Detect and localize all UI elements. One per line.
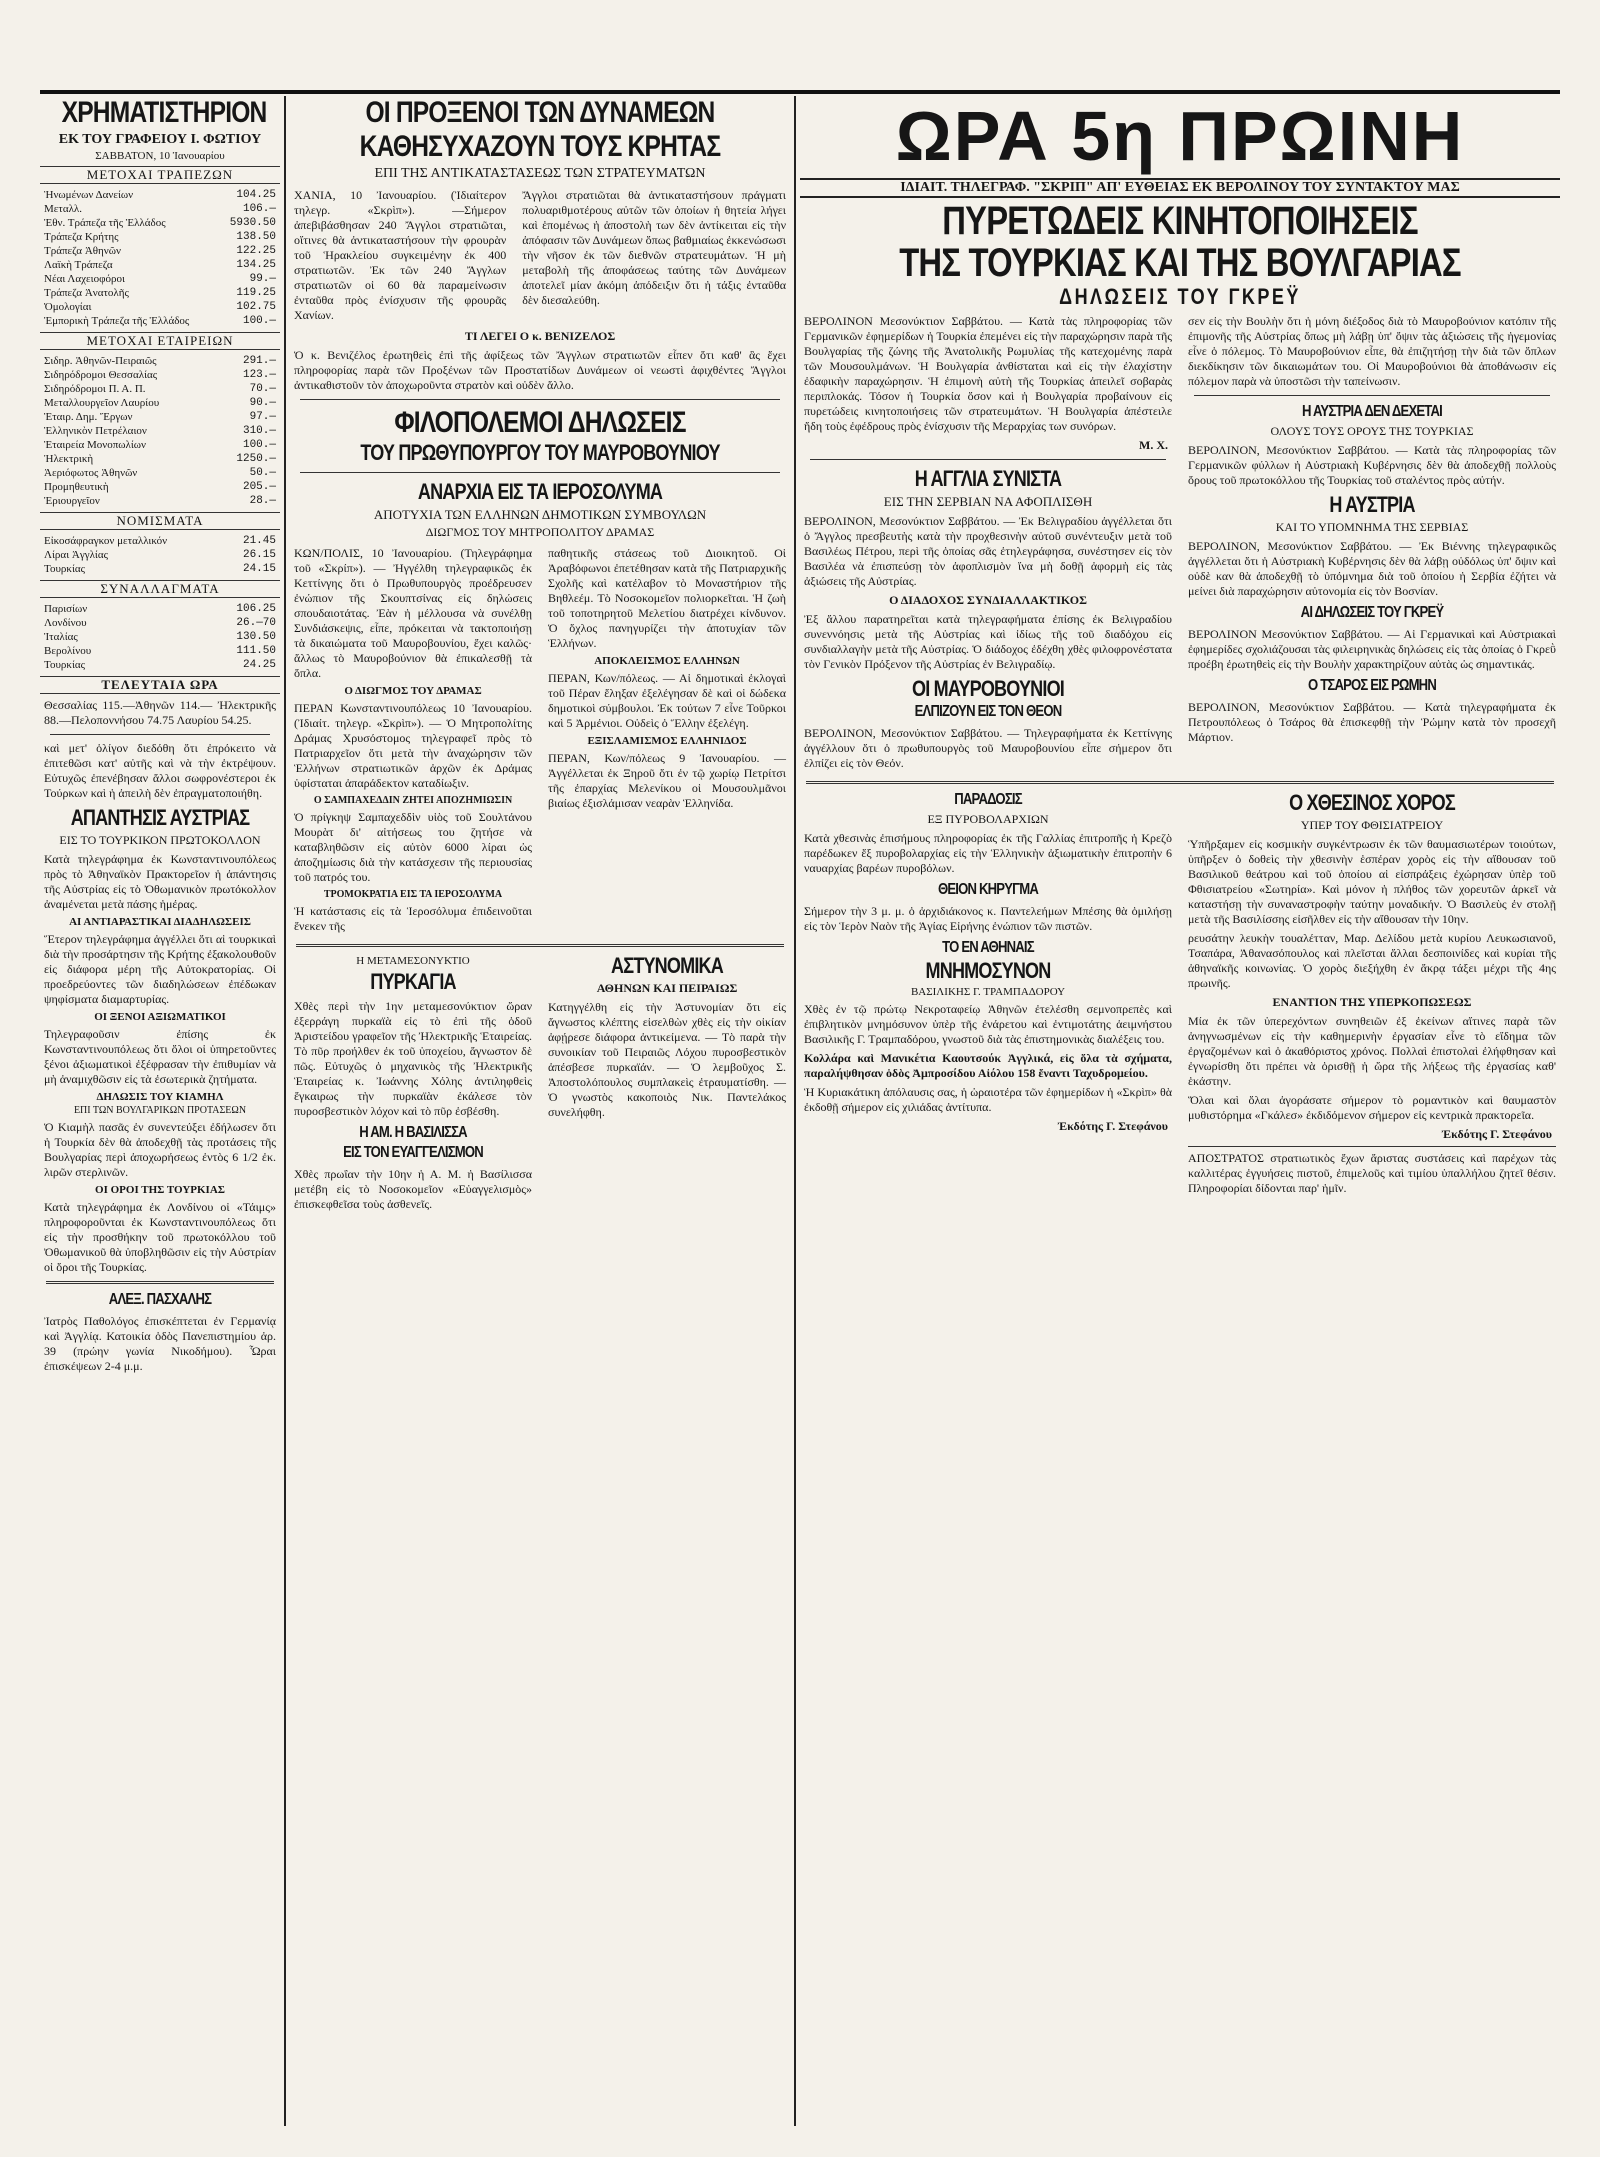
headline-line2: ΤΟΥ ΠΡΩΘΥΠΟΥΡΓΟΥ ΤΟΥ ΜΑΥΡΟΒΟΥΝΙΟΥ (360, 440, 720, 465)
article-body: ΒΕΡΟΛΙΝΟΝ, Μεσονύκτιον Σαββάτου. — Κατὰ τὰς πληροφορίας τῶν Γερμανικῶν φύλλων ἡ Αὐστριακὴ Κυβέρνησις δὲν θὰ ἀποδεχθῇ πολλοὺς ὅρους τοῦ πρωτοκόλλου τῆς Τουρκίας τοῦ σταλέντος πρὸς αὐτήν. (1188, 443, 1556, 487)
last-hour-text: Θεσσαλίας 115.—Ἀθηνῶν 114.— Ἠλεκτρικῆς 88.—Πελοποννήσου 74.75 Λαυρίου 54.25. (44, 698, 276, 727)
article-title: ΟΙ ΞΕΝΟΙ ΑΞΙΩΜΑΤΙΚΟΙ (94, 1011, 226, 1023)
price-value: 24.15 (242, 563, 276, 575)
price-name: Τράπεζα Κρήτης (44, 231, 119, 243)
price-value: 100.— (242, 315, 276, 327)
article-body: ΠΕΡΑΝ, Κων/πόλεως 9 Ἰανουαρίου. — Ἀγγέλλεται ἐκ Ξηροῦ ὅτι ἐν τῷ χωρίῳ Πετρίτσι τῆς ἐπαρχίας Μελενίκου οἱ Μουσουλμᾶνοι βιαίως ἐξισλάμισαν νεαρὰν Ἑλληνίδα. (548, 751, 786, 810)
price-name: Ἡνωμένων Δανείων (44, 189, 134, 201)
price-row (40, 494, 280, 508)
article-body: Χθὲς πρωΐαν τὴν 10ην ἡ Α. Μ. ἡ Βασίλισσα μετέβη εἰς τὸ Νοσοκομεῖον «Εὐαγγελισμὸς» ἐπισκεφθεῖσα τοὺς ἀσθενεῖς. (294, 1167, 532, 1211)
price-value: 291.— (242, 355, 276, 367)
price-row (40, 216, 280, 230)
price-value: 26.15 (242, 549, 276, 561)
article-two-column (800, 310, 1560, 775)
article-title: ΕΞΙΣΛΑΜΙΣΜΟΣ ΕΛΛΗΝΙΔΟΣ (587, 735, 747, 747)
price-value: 99.— (249, 273, 276, 285)
ad-body: Ὅλαι καὶ ὅλαι ἀγοράσατε σήμερον τὸ ρομαντικὸν καὶ θαυμαστὸν μυθιστόρημα «Γκάλεσ» ἐκδιδόμενον σήμερον εἰς κεντρικὰ πρακτορεῖα. (1188, 1093, 1556, 1122)
price-name: Λίραι Ἀγγλίας (44, 549, 108, 561)
newspaper-page (40, 96, 1560, 2136)
price-name: Σιδηρόδρομοι Θεσσαλίας (44, 369, 158, 381)
price-row (40, 286, 280, 300)
article-body: ΚΩΝ/ΠΟΛΙΣ, 10 Ἰανουαρίου. (Τηλεγράφημα τοῦ «Σκρίπ»). — Ἠγγέλθη τηλεγραφικῶς ἐκ Κεττίνγης ὅτι ὁ Πρωθυπουργὸς προέδρευσεν ἐνώπιον τῆς Σκουπτσίνας εἰς δηλώσεις σπουδαιοτάτας. Ἐὰν ἡ μέλλουσα νὰ συνέλθῃ Συνδιάσκεψις, εἶπε, πρόκειται νὰ τακτοποιήσῃ τὰ δικαιώματα τοῦ Μαυροβουνίου, ἔχει καλῶς· ἄλλως τὸ Μαυροβούνιον θὰ ἐπικαλεσθῇ τὰ ὅπλα. (294, 546, 532, 680)
article-body: Ὁ Κιαμὴλ πασᾶς ἐν συνεντεύξει ἐδήλωσεν ὅτι ἡ Τουρκία δὲν θὰ ἀποδεχθῇ τὰς προτάσεις τῆς Βουλγαρίας περὶ ἀποχωρήσεως ἐντὸς 6 1/2 ἐκ. λιρῶν στερλινῶν. (44, 1120, 276, 1179)
headline-subtitle: ΑΠΟΤΥΧΙΑ ΤΩΝ ΕΛΛΗΝΩΝ ΔΗΜΟΤΙΚΩΝ ΣΥΜΒΟΥΛΩΝ (373, 507, 707, 522)
article-body: Ἕτερον τηλεγράφημα ἀγγέλλει ὅτι αἱ τουρκικαὶ διὰ τὴν προσάρτησιν τῆς Κρήτης ἐξακολουθοῦν εἰς διάφορα μέρη τῆς Αὐτοκρατορίας. Οἱ προεδρεύοντες τῶν διαδηλώσεων ἐπέδωκαν ψηφίσματα διαμαρτυρίας. (44, 932, 276, 1006)
article-two-column (290, 542, 790, 938)
article-body: ΒΕΡΟΛΙΝΟΝ Μεσονύκτιον Σαββάτου. — Κατὰ τὰς πληροφορίας τῶν Γερμανικῶν ἐφημερίδων ἡ Τουρκία ἐπεμένει εἰς τὴν παραχώρησιν παρὰ τῆς Βουλγαρίας τῆς ζώνης τῆς Ἀνατολικῆς Ρωμυλίας τῆς κατεχομένης παρὰ τῶν Μουσουλμάνων. Ἡ Βουλγαρία ἀνθίσταται καὶ εἰς τὴν ἐλαχίστην ἐδαφικὴν παραχώρησιν. Ἡ ἐπιμονὴ αὐτὴ τῆς Τουρκίας ἀπειλεῖ σοβαρὰς περιπλοκάς. Τόσον ἡ Τουρκία ὅσον καὶ ἡ Βουλγαρία προβαίνουν εἰς πυρετώδεις κινητοποιήσεις τῶν στρατευμάτων. Ἡ Βουλγαρία ἀπέστειλε ἤδη τοὺς ἐφέδρους πρὸς ἐνίσχυσιν τῆς Μεραρχίας των συνόρων. (804, 314, 1172, 433)
price-name: Τουρκίας (44, 563, 86, 575)
divider (300, 472, 780, 473)
price-row (40, 480, 280, 494)
article-body: Ἄγγλοι στρατιῶται θὰ ἀντικαταστήσουν πράγματι πολυαριθμοτέρους αὐτῶν τῶν ὁποίων ἡ θητεία λήγει καὶ ἑπομένως ἡ ἀποστολὴ των δὲν ἀντίκειται εἰς τὴν ἀπόφασιν τῶν Δυνάμεων ὅπως βαθμιαίως ἐκκενώσωσι τὴν νῆσον ἐκ τῶν διεθνῶν στρατευμάτων. Ἡ μὴ μεταβολὴ τῆς ἀποφάσεως ταύτης τῶν Δυνάμεων ἀποτελεῖ μίαν ἀκόμη ἀπόδειξιν ὅτι ἡ τάξις ἐνταῦθα δὲν διεσαλεύθη. (522, 188, 786, 307)
lead-headline: ΠΥΡΕΤΩΔΕΙΣ ΚΙΝΗΤΟΠΟΙΗΣΕΙΣ (942, 199, 1418, 243)
price-value: 21.45 (242, 535, 276, 547)
headline: ΑΝΑΡΧΙΑ ΕΙΣ ΤΑ ΙΕΡΟΣΟΛΥΜΑ (417, 479, 663, 504)
article-title: Ο ΔΙΩΓΜΟΣ ΤΟΥ ΔΡΑΜΑΣ (344, 685, 482, 697)
article-title: ΔΗΛΩΣΙΣ ΤΟΥ ΚΙΑΜΗΛ (96, 1091, 224, 1103)
price-row (40, 258, 280, 272)
article-title: ΤΙ ΛΕΓΕΙ Ο κ. ΒΕΝΙΖΕΛΟΣ (464, 329, 616, 343)
price-name: Προμηθευτικὴ (44, 481, 109, 493)
price-value: 130.50 (236, 631, 276, 643)
price-value: 310.— (242, 425, 276, 437)
divider (1194, 395, 1550, 396)
column-rule (794, 96, 796, 2126)
price-value: 26.—70 (236, 617, 276, 629)
price-value: 24.25 (242, 659, 276, 671)
market-date: ΣΑΒΒΑΤΟΝ, 10 Ἰανουαρίου (95, 150, 225, 162)
price-value: 100.— (242, 439, 276, 451)
price-value: 106.— (242, 203, 276, 215)
coins-list (40, 534, 280, 576)
divider (296, 944, 784, 947)
price-row (40, 602, 280, 616)
article-two-column (290, 953, 790, 1216)
article-body: Ἡ κατάστασις εἰς τὰ Ἱεροσόλυμα ἐπιδεινοῦται ἕνεκεν τῆς (294, 904, 532, 933)
price-row (40, 616, 280, 630)
price-value: 111.50 (236, 645, 276, 657)
article-body: Ἐξ ἄλλου παρατηρεῖται κατὰ τηλεγραφήματα ἐπίσης ἐκ Βελιγραδίου συνεννόησις μετὰ τῆς Αὐστρίας καὶ ἰδίως τῆς τοῦ διαδόχου εἰς συνδιαλλαγὴν μετὰ τῆς Αὐστρίας. Ὁ διάδοχος ἐδέχθη χθὲς φιλοφρονέστατα τὸν Γενικὸν Πρόξενον τῆς Αὐστρίας ἐν Βελιγραδίῳ. (804, 612, 1172, 671)
price-name: Ἐθν. Τράπεζα τῆς Ἑλλάδος (44, 217, 166, 229)
price-value: 119.25 (236, 287, 276, 299)
article-body: ΒΕΡΟΛΙΝΟΝ, Μεσονύκτιον Σαββάτου. — Ἐκ Βελιγραδίου ἀγγέλλεται ὅτι ὁ Ἄγγλος πρεσβευτὴς κατὰ τὴν προχθεσινὴν αὐτοῦ συνέντευξιν μετὰ τοῦ Βασιλέως Πέτρου, περὶ τῆς ὁποίας σᾶς ἐτηλεγράφησα, συνέστησεν εἰς τὸν Βασιλέα νὰ ἐπισπεύσῃ τὸν ἀφοπλισμὸν ἵνα μὴ δοθῇ ἀφορμὴ εἰς τὰς ἀξιώσεις τῆς Αὐστρίας. (804, 514, 1172, 588)
article-body: ΒΕΡΟΛΙΝΟΝ, Μεσονύκτιον Σαββάτου. — Ἐκ Βιέννης τηλεγραφικῶς ἀγγέλλεται ὅτι ἡ Αὐστριακὴ Κυβέρνησις δὲν θὰ λάβῃ οὐδόλως ὑπ' ὄψιν καὶ οὐδὲ καν θὰ ἀποδεχθῇ τὸ ὑπόμνημα διὰ τοῦ ὁποίου ἡ Σερβία ἐζήτει νὰ μείνει διὰ παραχώρησιν αὐτονομία εἰς τὸν Βοσνίαν. (1188, 539, 1556, 598)
price-row (40, 424, 280, 438)
article-title: ΠΥΡΚΑΓΙΑ (370, 969, 456, 994)
article-title: Ο ΔΙΑΔΟΧΟΣ ΣΥΝΔΙΑΛΛΑΚΤΙΚΟΣ (889, 593, 1087, 607)
price-value: 90.— (249, 397, 276, 409)
companies-heading: ΜΕΤΟΧΑΙ ΕΤΑΙΡΕΙΩΝ (40, 332, 280, 350)
lead-subtitle: ΔΗΛΩΣΕΙΣ ΤΟΥ ΓΚΡΕΫ (1059, 284, 1301, 309)
price-row (40, 354, 280, 368)
article-body: Κατὰ τηλεγράφημα ἐκ Λονδίνου οἱ «Τάιμς» πληροφοροῦνται ἐκ Κωνσταντινουπόλεως ὅτι εἰς τὴν προσθήκην τοῦ πρωτοκόλλου τοῦ Ὀθωμανικοῦ θὰ ὑποβληθῶσιν εἰς τὴν Αὐστρίαν οἱ ὅροι τῆς Τουρκίας. (44, 1200, 276, 1274)
article-title: ΟΙ ΜΑΥΡΟΒΟΥΝΙΟΙ (912, 676, 1064, 701)
coins-heading: ΝΟΜΙΣΜΑΤΑ (40, 512, 280, 530)
article-signature: Μ. Χ. (1139, 438, 1168, 452)
price-value: 104.25 (236, 189, 276, 201)
divider (50, 734, 270, 735)
price-row (40, 244, 280, 258)
price-name: Νέαι Λαχειοφόροι (44, 273, 125, 285)
banner-title: ΩΡΑ 5η ΠΡΩΙΝΗ (895, 97, 1465, 175)
divider (300, 399, 780, 400)
article-body: Μία ἐκ τῶν ὑπερεχόντων συνηθειῶν ἐξ ἐκείνων αἵτινες παρὰ τῶν ἀνηγνωσμένων εἰς τὴν καθημερινὴν ἐργασίαν εἶνε τὸ εἴδημα τῶν ἐργαζομένων καὶ ὁ ἀκαθόριστος χρόνος. Πολλαὶ ἐπιστολαὶ ἐλήφθησαν καὶ ἐγνωρίσθη ὅτι πρέπει νὰ ὁρισθῇ ἡ ὥρα τῆς λήξεως τῆς ἐργασίας καθ' ἑκάστην. (1188, 1014, 1556, 1088)
price-name: Ἀεριόφωτος Ἀθηνῶν (44, 467, 138, 479)
ad-body: Ἰατρὸς Παθολόγος ἐπισκέπτεται ἐν Γερμανίᾳ καὶ Ἀγγλίᾳ. Κατοικία ὁδὸς Πανεπιστημίου ἀρ. 39 (πρώην γωνία Νικοδήμου). Ὧραι ἐπισκέψεων 2-4 μ.μ. (44, 1314, 276, 1373)
price-name: Ἐμπορικὴ Τράπεζα τῆς Ἑλλάδος (44, 315, 190, 327)
article-subtitle: ΚΑΙ ΤΟ ΥΠΟΜΝΗΜΑ ΤΗΣ ΣΕΡΒΙΑΣ (1275, 520, 1469, 534)
divider (806, 781, 1554, 784)
article-subtitle: ΕΞ ΠΥΡΟΒΟΛΑΡΧΙΩΝ (927, 812, 1049, 826)
price-name: Μεταλλ. (44, 203, 83, 215)
market-office: ΕΚ ΤΟΥ ΓΡΑΦΕΙΟΥ Ι. ΦΩΤΙΟΥ (58, 132, 262, 147)
price-value: 102.75 (236, 301, 276, 313)
article-body: ΠΕΡΑΝ, Κων/πόλεως. — Αἱ δημοτικαὶ ἐκλογαὶ τοῦ Πέραν ἔληξαν ἐξελέγησαν δὲ καὶ οἱ δώδεκα δημοτικοὶ σύμβουλοι. Ἐκ τούτων 7 εἶνε Τοῦρκοι καὶ 5 Ἀρμένιοι. Οὐδεὶς ὁ Ἕλλην ἐξελέγη. (548, 671, 786, 730)
article-title: Ο ΧΘΕΣΙΝΟΣ ΧΟΡΟΣ (1289, 790, 1455, 815)
article-two-column (290, 184, 790, 327)
article-body: Κατηγγέλθη εἰς τὴν Ἀστυνομίαν ὅτι εἰς ἄγνωστος κλέπτης εἰσελθὼν χθὲς εἰς τὴν οἰκίαν ἀφῄρεσε διάφορα ἀντικείμενα. — Τὸ παρὰ τὴν συνοικίαν τοῦ Πειραιῶς Λόχου πυροσβεστικὸν ἀπέσβεσε πυρκαϊάν. — Ὁ λεμβοῦχος Σ. Ἀποστολόπουλος συμπλακεὶς ἐτραυματίσθη. — Ὁ γνωστὸς κακοποιὸς Νικ. Παντελάκος συνελήφθη. (548, 1000, 786, 1119)
article-title: ΠΑΡΑΔΟΣΙΣ (954, 791, 1022, 808)
article-subtitle: ΑΘΗΝΩΝ ΚΑΙ ΠΕΙΡΑΙΩΣ (596, 981, 738, 995)
price-row (40, 644, 280, 658)
banner-subtitle: ΙΔΙΑΙΤ. ΤΗΛΕΓΡΑΦ. "ΣΚΡΙΠ" ΑΠ' ΕΥΘΕΙΑΣ ΕΚ ΒΕΡΟΛΙΝΟΥ ΤΟΥ ΣΥΝΤΑΚΤΟΥ ΜΑΣ (800, 178, 1560, 198)
divider (810, 459, 1166, 460)
price-row (40, 410, 280, 424)
headline: ΦΙΛΟΠΟΛΕΜΟΙ ΔΗΛΩΣΕΙΣ (394, 406, 686, 439)
article-title: ΑΙ ΑΝΤΙΑΡΑΣΤΙΚΑΙ ΔΙΑΔΗΛΩΣΕΙΣ (69, 916, 251, 928)
column-right (800, 96, 1560, 1200)
price-row (40, 452, 280, 466)
article-title: Ο ΣΑΜΠΑΧΕΔΔΙΝ ΖΗΤΕΙ ΑΠΟΖΗΜΙΩΣΙΝ (313, 795, 513, 806)
price-name: Λονδίνου (44, 617, 87, 629)
ad-signature: Ἐκδότης Γ. Στεφάνου (1057, 1119, 1168, 1133)
exchange-list (40, 602, 280, 672)
price-name: Ἑταιρεία Μονοπωλίων (44, 439, 147, 451)
article-body: Κατὰ τηλεγράφημα ἐκ Κωνσταντινουπόλεως πρὸς τὸ Ἀθηναϊκὸν Πρακτορεῖον ἡ ἀπάντησις τῆς Αὐστρίας εἰς τὸ Ὀθωμανικὸν πρωτόκολλον ἀναμένεται μετὰ πάσης ἡμέρας. (44, 852, 276, 911)
headline-line2: ΚΑΘΗΣΥΧΑΖΟΥΝ ΤΟΥΣ ΚΡΗΤΑΣ (359, 130, 721, 163)
ad-title: ΑΛΕΞ. ΠΑΣΧΑΛΗΣ (108, 1291, 212, 1308)
price-name: Τράπεζα Ἀθηνῶν (44, 245, 121, 257)
article-body: Ὁ κ. Βενιζέλος ἐρωτηθεὶς ἐπὶ τῆς ἀφίξεως τῶν Ἄγγλων στρατιωτῶν εἶπεν ὅτι καθ' ἃς ἔχει πληροφορίας παρὰ τῶν Προξένων τῶν Προστατίδων Δυνάμεων οἱ νεωστὶ ἀφιχθέντες Ἄγγλοι ἀντικαθιστοῦν τὸν ἀποχωροῦντα στρατὸν καὶ οὐδὲν ἄλλο. (294, 348, 786, 392)
price-value: 134.25 (236, 259, 276, 271)
divider (46, 1281, 274, 1284)
price-row (40, 368, 280, 382)
last-hour-heading: ΤΕΛΕΥΤΑΙΑ ΩΡΑ (40, 676, 280, 694)
article-title: Η ΑΓΓΛΙΑ ΣΥΝΙΣΤΑ (914, 466, 1062, 491)
article-title: Ο ΤΣΑΡΟΣ ΕΙΣ ΡΩΜΗΝ (1308, 677, 1436, 694)
intro-text: καὶ μετ' ὀλίγον διεδόθη ὅτι ἐπρόκειτο νὰ ἐπιτεθῶσι κατ' αὐτῆς καὶ νὰ τὴν ἐκτρέψουν. Εὐτυχῶς ἐπενέβησαν ἄλλοι σωφρονέστεροι ἐκ Τούρκων καὶ ἡ ἀπειλὴ δὲν ἐπραγματοποιήθη. (44, 741, 276, 800)
price-row (40, 396, 280, 410)
column-middle (290, 96, 790, 1216)
column-left (40, 96, 280, 1378)
ad-body: Ἡ Κυριακάτικη ἀπόλαυσις σας, ἡ ὡραιοτέρα τῶν ἐφημερίδων ἡ «Σκρὶπ» θὰ ἐκδοθῇ σήμερον εἰς χιλιάδας ἀντίτυπα. (804, 1085, 1172, 1114)
exchange-heading: ΣΥΝΑΛΛΑΓΜΑΤΑ (40, 580, 280, 598)
article-body: Ὑπῆρξαμεν εἰς κοσμικὴν συγκέντρωσιν ἐκ τῶν θαυμασιωτέρων τοιούτων, ὑπῆρξεν ὁ δοθεὶς τὴν χθεσινὴν ἑσπέραν χορὸς εἰς τὴν αἴθουσαν τοῦ Βασιλικοῦ θεάτρου καὶ τοῦ ὁποίου αἱ εἰσπράξεις ἐχώρησαν ὑπὲρ τοῦ Φθισιατρείου «Σωτηρία». Καὶ μόνον ἡ πλήθος τῶν χορευτῶν ἀρκεῖ νὰ καταστήσῃ τὴν συναναστροφὴν ταύτην μοναδικήν. Ὁ Βασιλεὺς ἐν στολῇ μετὰ τῆς Βασιλίσσης εἰσῆλθεν εἰς τὴν αἴθουσαν τὴν 10ην. (1188, 837, 1556, 926)
article-body: Σήμερον τὴν 3 μ. μ. ὁ ἀρχιδιάκονος κ. Παντελεήμων Μπέσης θὰ ὁμιλήσῃ εἰς τὸν Ἱερὸν Ναὸν τῆς Ἁγίας Εἰρήνης ἐνώπιον τῶν πιστῶν. (804, 904, 1172, 933)
price-row (40, 438, 280, 452)
headline-subtitle: ΕΠΙ ΤΗΣ ΑΝΤΙΚΑΤΑΣΤΑΣΕΩΣ ΤΩΝ ΣΤΡΑΤΕΥΜΑΤΩΝ (374, 166, 706, 181)
price-name: Ἠλεκτρικὴ (44, 453, 94, 465)
article-title: ΑΣΤΥΝΟΜΙΚΑ (611, 953, 723, 978)
article-title: ΑΙ ΔΗΛΩΣΕΙΣ ΤΟΥ ΓΚΡΕΫ (1300, 604, 1444, 621)
price-name: Τουρκίας (44, 659, 86, 671)
price-name: Σιδηρ. Ἀθηνῶν-Πειραιῶς (44, 355, 157, 367)
article-body: Κατὰ χθεσινὰς ἐπισήμους πληροφορίας ἐκ τῆς Γαλλίας ἐπιτροπῆς ἡ Κρεζὸ παρέδωκεν ἕξ πυροβολαρχίας εἰς τὴν Ἑλληνικὴν ἀξιωματικὴν ἐπιτροπὴν 6 ναυαρχίας βαρέων πυροβόλων. (804, 831, 1172, 875)
article-subtitle: ΥΠΕΡ ΤΟΥ ΦΘΙΣΙΑΤΡΕΙΟΥ (1300, 818, 1444, 832)
price-value: 123.— (242, 369, 276, 381)
price-row (40, 548, 280, 562)
price-row (40, 658, 280, 672)
article-title: Η ΑΥΣΤΡΙΑ ΔΕΝ ΔΕΧΕΤΑΙ (1301, 403, 1443, 420)
ad-body: Κολλάρα καὶ Μανικέτια Καουτσούκ Ἀγγλικά, εἰς ὅλα τὰ σχήματα, παραλήψθησαν ὁδὸς Ἀμπροσίδου Αἰόλου 158 ἔναντι Ταχυδρομείου. (804, 1051, 1172, 1080)
price-name: Λαϊκὴ Τράπεζα (44, 259, 113, 271)
price-name: Μεταλλουργεῖον Λαυρίου (44, 397, 160, 409)
article-subtitle: ΕΙΣ ΤΗΝ ΣΕΡΒΙΑΝ ΝΑ ΑΦΟΠΛΙΣΘΗ (883, 494, 1093, 509)
price-name: Σιδηρόδρομοι Π. Α. Π. (44, 383, 146, 395)
market-title: ΧΡΗΜΑΤΙΣΤΗΡΙΟΝ (61, 96, 267, 129)
article-body: Χθὲς ἐν τῷ πρώτῳ Νεκροταφείῳ Ἀθηνῶν ἐτελέσθη σεμνοπρεπὲς καὶ ἐπιβλητικὸν μνημόσυνον ὑπὲρ τῆς ἐνάρετου καὶ ἐντιμοτάτης ἀειμνήστου Βασιλικῆς Γ. Τραμπαδόρου, γνωστοῦ διὰ τὰς ἐπιστημονικὰς διαλέξεις του. (804, 1002, 1172, 1046)
article-title: ΘΕΙΟΝ ΚΗΡΥΓΜΑ (937, 881, 1039, 898)
ad-signature: Ἐκδότης Γ. Στεφάνου (1441, 1127, 1552, 1141)
article-subtitle: ΕΙΣ ΤΟΝ ΕΥΑΓΓΕΛΙΣΜΟΝ (343, 1144, 483, 1161)
price-row (40, 630, 280, 644)
article-body: Ὁ πρίγκηψ Σαμπαχεδδὶν υἱὸς τοῦ Σουλτάνου Μουρὰτ δι' αἰτήσεως του ζητήσε νὰ καταβληθῶσιν εἰς αὐτὸν 6000 λίραι ὡς ἀποζημίωσις διὰ τὴν κατάσχεσιν τῆς περιουσίας τοῦ πατρός του. (294, 810, 532, 884)
article-body: ΧΑΝΙΑ, 10 Ἰανουαρίου. (Ἰδιαίτερον τηλεγρ. «Σκρὶπ»). —Σήμερον ἀπεβιβάσθησαν 240 Ἄγγλοι στρατιῶται, οἵτινες θὰ ἀντικαταστήσουν τὴν φρουρὰν τοῦ Ἡρακλείου συγκειμένην ἐκ 400 στρατιωτῶν. Ἐκ τῶν 240 Ἄγγλων στρατιωτῶν οἱ 60 θὰ παραμείνωσιν ἐνταῦθα πρὸς ἐνίσχυσιν τῆς φρουρᾶς Χανίων. (294, 188, 507, 322)
article-body: Τηλεγραφοῦσιν ἐπίσης ἐκ Κωνσταντινουπόλεως ὅτι ὅλοι οἱ ὑπηρετοῦντες ξένοι ἀξιωματικοὶ ἐξέφρασαν τὴν ἐπιθυμίαν νὰ μὴ ἀναμιχθῶσιν εἰς τὰ ἐσωτερικὰ ζητήματα. (44, 1027, 276, 1086)
price-value: 50.— (249, 467, 276, 479)
article-subtitle: ΕΙΣ ΤΟ ΤΟΥΡΚΙΚΟΝ ΠΡΩΤΟΚΟΛΛΟΝ (59, 833, 261, 847)
article-kicker: Η ΜΕΤΑΜΕΣΟΝΥΚΤΙΟ (356, 955, 470, 967)
article-subtitle: ΕΠΙ ΤΩΝ ΒΟΥΛΓΑΡΙΚΩΝ ΠΡΟΤΑΣΕΩΝ (73, 1105, 247, 1116)
price-value: 122.25 (236, 245, 276, 257)
column-rule (284, 96, 286, 2126)
ad-body: ΑΠΟΣΤΡΑΤΟΣ στρατιωτικὸς ἔχων ἄριστας συστάσεις καὶ παρέχων τὰς καλλιτέρας ἐγγυήσεις πιστοῦ, ἐπιμελοῦς καὶ τιμίου ὑπαλλήλου ζητεῖ θέσιν. Πληροφορίαι δίδονται παρ' ἡμῖν. (1188, 1146, 1556, 1196)
price-row (40, 202, 280, 216)
price-name: Βερολίνου (44, 645, 92, 657)
price-name: Ἐριουργεῖον (44, 495, 100, 507)
price-value: 106.25 (236, 603, 276, 615)
article-subtitle: ΒΑΣΙΛΙΚΗΣ Γ. ΤΡΑΜΠΑΔΟΡΟΥ (910, 986, 1066, 998)
price-value: 205.— (242, 481, 276, 493)
price-row (40, 382, 280, 396)
price-value: 5930.50 (229, 217, 276, 229)
shares-list (40, 188, 280, 328)
article-title: ΑΠΟΚΛΕΙΣΜΟΣ ΕΛΛΗΝΩΝ (594, 655, 740, 667)
article-subtitle: ΟΛΟΥΣ ΤΟΥΣ ΟΡΟΥΣ ΤΗΣ ΤΟΥΡΚΙΑΣ (1270, 424, 1474, 438)
price-row (40, 272, 280, 286)
article-title-line2: ΜΝΗΜΟΣΥΝΟΝ (925, 958, 1051, 983)
top-rule (40, 90, 1560, 94)
price-value: 70.— (249, 383, 276, 395)
headline: ΟΙ ΠΡΟΞΕΝΟΙ ΤΩΝ ΔΥΝΑΜΕΩΝ (365, 96, 715, 129)
price-value: 1250.— (236, 453, 276, 465)
article-two-column (800, 790, 1560, 1200)
article-title: ΟΙ ΟΡΟΙ ΤΗΣ ΤΟΥΡΚΙΑΣ (95, 1184, 225, 1196)
price-row (40, 188, 280, 202)
price-name: Ἰταλίας (44, 631, 78, 643)
price-row (40, 230, 280, 244)
article-body: Χθὲς περὶ τὴν 1ην μεταμεσονύκτιον ὥραν ἐξερράγη πυρκαϊὰ εἰς τὸ ἐπὶ τῆς ὁδοῦ Ἀριστείδου γραφεῖον τῆς Ἠλεκτρικῆς Ἑταιρείας. Τὸ πῦρ προήλθεν ἐκ τοῦ ὑποχείου, ἄγνωστον δὲ πῶς. Εὐτυχῶς ὁ μηχανικὸς τῆς Ἠλεκτρικῆς Ἑταιρείας κ. Ἰωάννης Χόλης ἀντιληφθεὶς ἔγκαιρως τὴν πυρκαϊὰν ἐκάλεσε τὸν πυροσβεστικὸν λόχον καὶ τὸ πῦρ ἐσβέσθη. (294, 999, 532, 1118)
article-body: ΒΕΡΟΛΙΝΟΝ, Μεσονύκτιον Σαββάτου. — Τηλεγραφήματα ἐκ Κεττίνγης ἀγγέλλουν ὅτι ὁ πρωθυπουργὸς τοῦ Μαυροβουνίου εἶπε σήμερον ὅτι ἐλπίζει εἰς τὸν Θεόν. (804, 726, 1172, 770)
article-title: ΤΟ ΕΝ ΑΘΗΝΑΙΣ (942, 939, 1034, 956)
price-name: Παρισίων (44, 603, 88, 615)
article-title-line2: ΕΛΠΙΖΟΥΝ ΕΙΣ ΤΟΝ ΘΕΟΝ (914, 703, 1062, 720)
price-row (40, 300, 280, 314)
lead-headline-line2: ΤΗΣ ΤΟΥΡΚΙΑΣ ΚΑΙ ΤΗΣ ΒΟΥΛΓΑΡΙΑΣ (899, 241, 1461, 285)
price-row (40, 534, 280, 548)
price-value: 138.50 (236, 231, 276, 243)
price-value: 97.— (249, 411, 276, 423)
article-body: παθητικῆς στάσεως τοῦ Διοικητοῦ. Οἱ Ἀραβόφωνοι ἐπετέθησαν κατὰ τῆς Πατριαρχικῆς Σχολῆς καὶ κατέλαβον τὸ Μοναστήριον τῆς Βηθλεέμ. Τὸ Νοσοκομεῖον πολιορκεῖται. Ἡ ζωὴ τοῦ τοποτηρητοῦ Μελετίου διατρέχει κίνδυνον. Ὁ ὄχλος πανηγυρίζει τὴν ἀποτυχίαν τῶν Ἑλλήνων. (548, 546, 786, 650)
headline-subtitle: ΔΙΩΓΜΟΣ ΤΟΥ ΜΗΤΡΟΠΟΛΙΤΟΥ ΔΡΑΜΑΣ (425, 525, 655, 539)
companies-list (40, 354, 280, 508)
price-row (40, 466, 280, 480)
price-name: Τράπεζα Ἀνατολῆς (44, 287, 129, 299)
price-row (40, 314, 280, 328)
price-name: Εἰκοσάφραγκον μεταλλικόν (44, 535, 168, 547)
article-title: Η ΑΥΣΤΡΙΑ (1329, 492, 1415, 517)
price-name: Ὀμολογίαι (44, 301, 92, 313)
article-title: Η ΑΜ. Η ΒΑΣΙΛΙΣΣΑ (359, 1124, 467, 1141)
article-title: ΤΡΟΜΟΚΡΑΤΙΑ ΕΙΣ ΤΑ ΙΕΡΟΣΟΛΥΜΑ (323, 889, 503, 900)
article-title: ΑΠΑΝΤΗΣΙΣ ΑΥΣΤΡΙΑΣ (70, 805, 250, 830)
price-value: 28.— (249, 495, 276, 507)
article-body: σεν εἰς τὴν Βουλὴν ὅτι ἡ μόνη διέξοδος διὰ τὸ Μαυροβούνιον κατόπιν τῆς ἐπιμονῆς τῆς Αὐστρίας ὅπως μὴ λάβῃ ὑπ' ὄψιν τὰς ἀξιώσεις τῆς ἡγεμονίας εἶνε ὁ πόλεμος. Τὸ Μαυροβούνιον εἶπε, θὰ ἐπιζητήσῃ τὴν διὰ τῶν ὅπλων διεκδίκησιν τῶν δικαιωμάτων του. Οἱ Μαυροβούνιοι θὰ ἀποθάνωσιν εἰς πόλεμον παρὰ νὰ ὑποστῶσι τὴν ταπείνωσιν. (1188, 314, 1556, 388)
article-body: ρευσάτην λευκὴν τουαλέτταν, Μαρ. Δελίδου μετὰ κυρίου Λευκωσιανοῦ, Τσαπάρα, Ἀθανασόπουλος καὶ πλεῖσται ἄλλαι δεσποινίδες καὶ κυρίαι τῆς ἀθηναϊκῆς κοινωνίας. Ὁ χορὸς διεξήχθη ἐν ἄκρᾳ τάξει μέχρι τῆς 4ης πρωινῆς. (1188, 931, 1556, 990)
shares-heading: ΜΕΤΟΧΑΙ ΤΡΑΠΕΖΩΝ (40, 166, 280, 184)
price-row (40, 562, 280, 576)
article-body: ΒΕΡΟΛΙΝΟΝ, Μεσονύκτιον Σαββάτου. — Κατὰ τηλεγραφήματα ἐκ Πετρουπόλεως ὁ Τσάρος θὰ ἐπισκεφθῇ τὴν Ῥώμην κατὰ τὸν προσεχῆ Μάρτιον. (1188, 700, 1556, 744)
price-name: Ἑταιρ. Δημ. Ἔργων (44, 411, 133, 423)
article-title: ΕΝΑΝΤΙΟΝ ΤΗΣ ΥΠΕΡΚΟΠΩΣΕΩΣ (1272, 995, 1472, 1009)
price-name: Ἑλληνικὸν Πετρέλαιον (44, 425, 147, 437)
article-body: ΒΕΡΟΛΙΝΟΝ Μεσονύκτιον Σαββάτου. — Αἱ Γερμανικαὶ καὶ Αὐστριακαὶ ἐφημερίδες σχολιάζουσαι τὰς φιλειρηνικὰς δηλώσεις εἰς τὰς ὁποίας ὁ Γκρεῢ προέβη ἐρωτηθεὶς εἰς τὴν Βουλὴν χαρακτηρίζουν αὐτὰς ὡς σημαντικάς. (1188, 627, 1556, 671)
article-body: ΠΕΡΑΝ Κωνσταντινουπόλεως 10 Ἰανουαρίου. (Ἰδιαίτ. τηλεγρ. «Σκρὶπ»). — Ὁ Μητροπολίτης Δράμας Χρυσόστομος τηλεγραφεῖ πρὸς τὸ Πατριαρχεῖον ὅτι μετὰ τὴν ἀναχώρησιν τῶν Ἑλλήνων στρατιωτικῶν ἀρχῶν ἐκ Δράμας ὑφίσταται ἀπαράδεκτον καταδίωξιν. (294, 701, 532, 790)
